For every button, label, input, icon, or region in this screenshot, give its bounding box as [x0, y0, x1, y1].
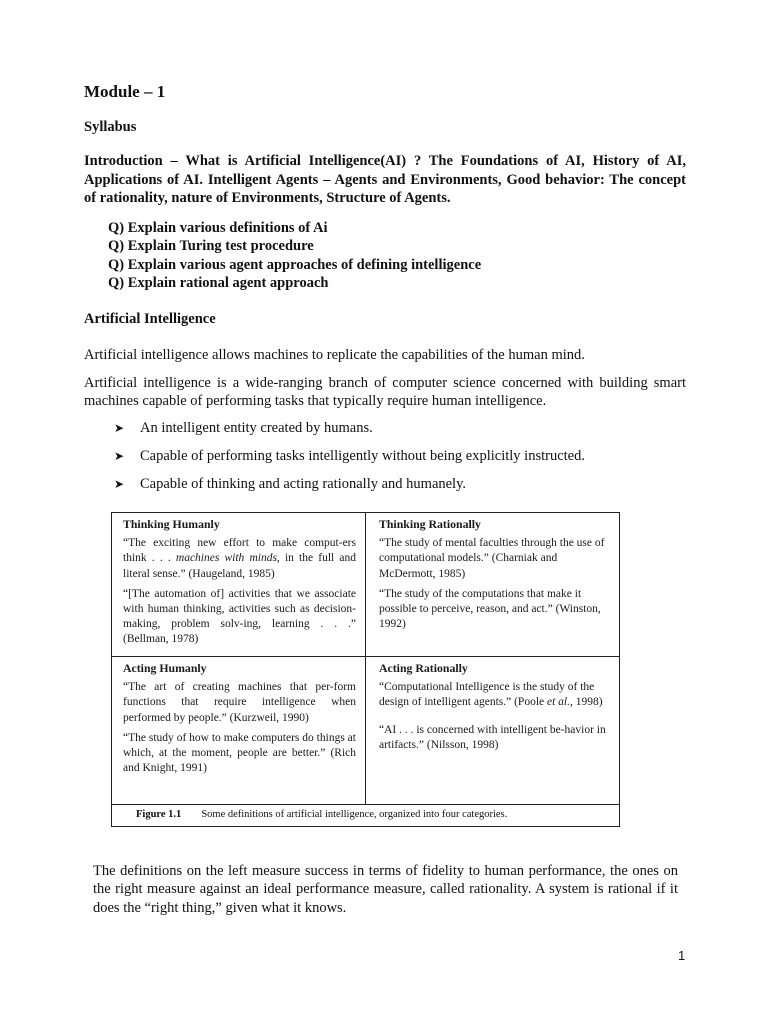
cell-quote: “The study of how to make computers do things at which, at the moment, people are better.” (Rich and Knight, 1991)	[123, 731, 356, 775]
ai-definitions-figure	[111, 512, 620, 827]
question-item: Q) Explain various agent approaches of defining intelligence	[108, 256, 482, 273]
arrow-bullet-icon: ➤	[114, 421, 125, 435]
cell-title: Thinking Humanly	[123, 517, 220, 531]
cell-quote: “AI . . . is concerned with intelligent be-havior in artifacts.” (Nilsson, 1998)	[379, 723, 606, 751]
cell-title: Acting Rationally	[379, 661, 468, 675]
module-title: Module – 1	[84, 82, 166, 101]
cell-quote: “The study of the computations that make it possible to perceive, reason, and act.” (Winston, 1992)	[379, 587, 601, 631]
cell-quote: “Computational Intelligence is the study of the design of intelligent agents.” (Poole et al., 1998)	[379, 681, 603, 709]
figure-caption-text: Some definitions of artificial intelligence, organized into four categories.	[201, 809, 508, 820]
figure-divider-vertical	[365, 513, 366, 804]
question-item: Q) Explain various definitions of Ai	[108, 220, 328, 236]
paragraph-2: Artificial intelligence is a wide-ranging branch of computer science concerned with building smart machines capable of performing tasks that typically require human intelligence.	[84, 375, 686, 409]
figure-caption	[136, 809, 507, 820]
bullet-item	[114, 476, 585, 504]
question-item: Q) Explain Turing test procedure	[108, 238, 314, 255]
syllabus-heading: Syllabus	[84, 119, 137, 135]
cell-quote: “The art of creating machines that per-form functions that require intelligence when performed by people.” (Kurzweil, 1990)	[123, 681, 356, 724]
figure-caption-label: Figure 1.1	[136, 809, 182, 820]
figure-divider-horizontal	[112, 656, 619, 657]
cell-quote: “The study of mental faculties through the use of computational models.” (Charniak and McDermott, 1985)	[379, 537, 605, 580]
paragraph-1: Artificial intelligence allows machines to replicate the capabilities of the human mind.	[84, 347, 585, 363]
syllabus-intro: Introduction – What is Artificial Intelligence(AI) ? The Foundations of AI, History of AI, Applications of AI. Intelligent Agents – Agents and Environments, Good behavior: The concept of rationality, nature of Environments, Structure of Agents.	[84, 153, 686, 206]
bullet-list	[114, 420, 585, 504]
arrow-bullet-icon: ➤	[114, 477, 125, 491]
cell-title: Thinking Rationally	[379, 517, 481, 531]
bullet-item	[114, 420, 585, 448]
thinking-humanly-cell	[123, 517, 356, 653]
cell-title: Acting Humanly	[123, 661, 207, 675]
arrow-bullet-icon: ➤	[114, 449, 125, 463]
cell-quote: “[The automation of] activities that we associate with human thinking, activities such as decision-making, problem solv-ing, learning . . .” (Bellman, 1978)	[123, 587, 356, 646]
question-list	[108, 219, 481, 292]
bullet-text: An intelligent entity created by humans.	[140, 420, 373, 436]
caption-divider	[112, 804, 619, 805]
bullet-text: Capable of performing tasks intelligently without being explicitly instructed.	[140, 448, 585, 464]
thinking-rationally-cell	[379, 517, 609, 637]
ai-section-heading: Artificial Intelligence	[84, 311, 216, 327]
page-number: 1	[678, 948, 686, 963]
bullet-item	[114, 448, 585, 476]
cell-quote: “The exciting new effort to make comput-ers think . . . machines with minds, in the full and literal sense.” (Haugeland, 1985)	[123, 537, 356, 580]
bullet-text: Capable of thinking and acting rationally and humanely.	[140, 476, 467, 492]
question-item: Q) Explain rational agent approach	[108, 274, 329, 291]
acting-rationally-cell	[379, 661, 609, 758]
acting-humanly-cell	[123, 661, 356, 781]
paragraph-3: The definitions on the left measure success in terms of fidelity to human performance, the ones on the right measure against an ideal performance measure, called rationality. A system is rational if it does the “right thing,” given what it knows.	[93, 863, 678, 916]
